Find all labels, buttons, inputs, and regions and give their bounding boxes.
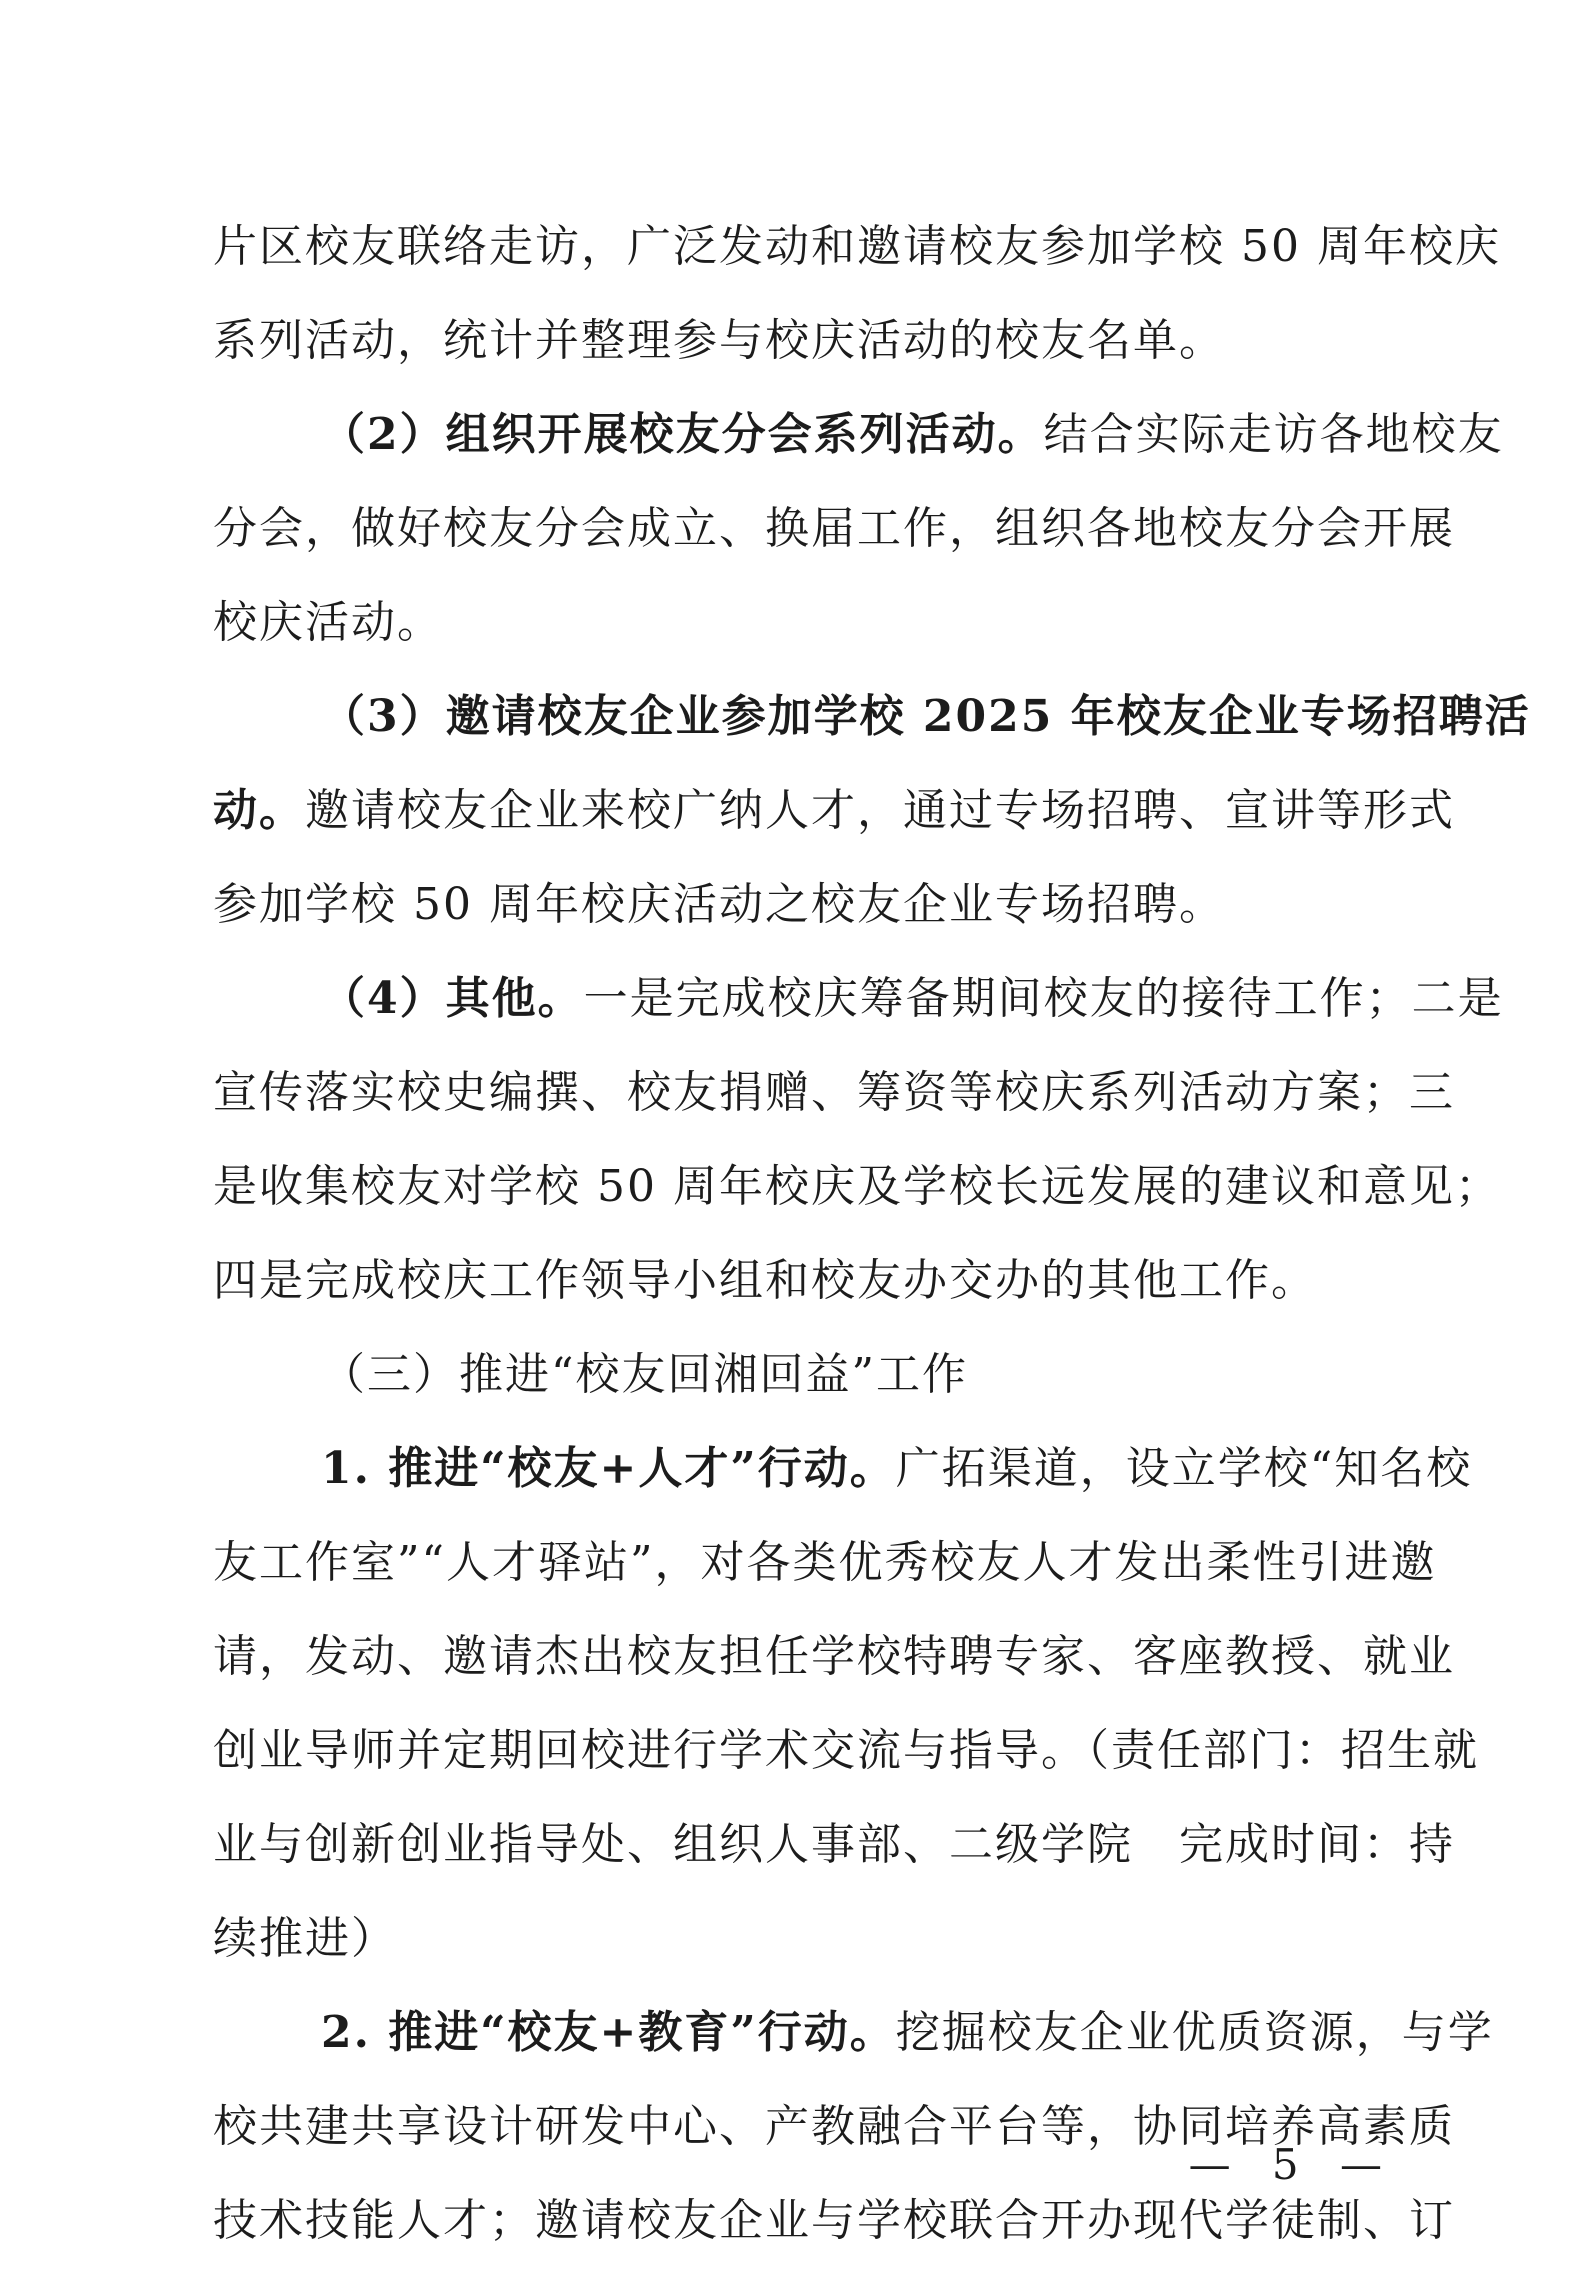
text-run: 参加学校 50 周年校庆活动之校友企业专场招聘。 [213,879,1225,930]
text-run: 结合实际走访各地校友 [1043,409,1504,460]
text-run: 续推进） [213,1913,397,1964]
text-run: 片区校友联络走访，广泛发动和邀请校友参加学校 50 周年校庆 [213,221,1501,272]
text-run: 分会，做好校友分会成立、换届工作，组织各地校友分会开展 [213,503,1455,554]
text-line [213,1140,1501,1234]
text-line [213,1986,1494,2080]
text-line [213,1704,1479,1798]
text-line [213,1516,1437,1610]
text-line [213,1234,1393,1328]
text-line [213,1046,1455,1140]
bold-text-run: 动。 [213,785,305,836]
text-line [213,200,1501,294]
text-line [213,952,1504,1046]
text-line [213,1328,1393,1422]
text-run: 业与创新创业指导处、组织人事部、二级学院 完成时间：持 [213,1819,1455,1870]
page-number: — 5 — [1188,2140,1396,2189]
text-line [213,576,1393,670]
bold-text-run: （4）其他。 [321,973,584,1024]
text-run: 是收集校友对学校 50 周年校庆及学校长远发展的建议和意见； [213,1161,1501,1212]
text-run: 请，发动、邀请杰出校友担任学校特聘专家、客座教授、就业 [213,1631,1455,1682]
text-run: 挖掘校友企业优质资源，与学 [895,2007,1494,2058]
text-run: 广拓渠道，设立学校“知名校 [895,1443,1473,1494]
bold-text-run: 2. 推进“校友+教育”行动。 [321,2007,896,2058]
bold-text-run: （3）邀请校友企业参加学校 2025 年校友企业专场招聘活 [321,691,1531,742]
text-line [213,858,1393,952]
body-text [213,200,1531,2268]
text-line [213,670,1531,764]
text-line [213,1798,1455,1892]
text-line [213,1422,1473,1516]
text-run: 一是完成校庆筹备期间校友的接待工作；二是 [583,973,1504,1024]
text-run: 校共建共享设计研发中心、产教融合平台等，协同培养高素质 [213,2101,1455,2152]
text-run: 系列活动，统计并整理参与校庆活动的校友名单。 [213,315,1225,366]
text-run: 校庆活动。 [213,597,443,648]
text-run: 友工作室”“人才驿站”，对各类优秀校友人才发出柔性引进邀 [213,1537,1437,1588]
text-line [213,482,1455,576]
bold-text-run: 1. 推进“校友+人才”行动。 [321,1443,896,1494]
text-run: 宣传落实校史编撰、校友捐赠、筹资等校庆系列活动方案；三 [213,1067,1455,1118]
text-run: 邀请校友企业来校广纳人才，通过专场招聘、宣讲等形式 [305,785,1455,836]
text-line [213,1892,1393,1986]
text-run: （三）推进“校友回湘回益”工作 [321,1349,968,1400]
text-run: 四是完成校庆工作领导小组和校友办交办的其他工作。 [213,1255,1317,1306]
text-line [213,1610,1455,1704]
text-run: 创业导师并定期回校进行学术交流与指导。（责任部门：招生就 [213,1725,1479,1776]
bold-text-run: （2）组织开展校友分会系列活动。 [321,409,1044,460]
text-line [213,764,1455,858]
text-run: 技术技能人才；邀请校友企业与学校联合开办现代学徒制、订 [213,2195,1455,2246]
text-line [213,388,1504,482]
text-line [213,294,1393,388]
